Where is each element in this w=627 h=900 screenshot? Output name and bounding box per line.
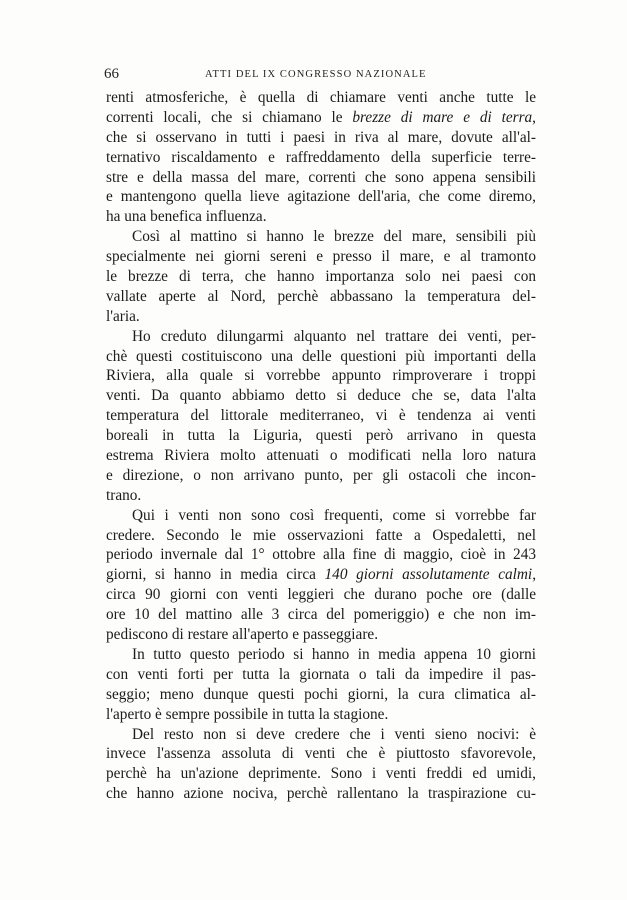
text-line xyxy=(106,227,536,247)
text-segment: temperatura del littorale mediterraneo, vi è tendenza ai venti xyxy=(106,407,536,425)
text-segment: vallate aperte al Nord, perchè abbassano la temperatura del- xyxy=(106,287,536,305)
page-number: 66 xyxy=(104,66,119,82)
page-header xyxy=(104,66,536,84)
text-line xyxy=(106,625,536,645)
text-line xyxy=(106,466,536,486)
text-segment: invece l'assenza assoluta di venti che è piuttosto sfavorevole, xyxy=(106,745,536,763)
text-segment: ha una benefica influenza. xyxy=(106,208,267,226)
text-segment: e mantengono quella lieve agitazione dell'aria, che come diremo, xyxy=(106,188,536,206)
text-line xyxy=(106,744,536,764)
text-segment: ore 10 del mattino alle 3 circa del pomeriggio) e che non im- xyxy=(106,606,536,624)
text-segment: estrema Riviera molto attenuati o modificati nella loro natura xyxy=(106,447,536,465)
text-segment: venti. Da quanto abbiamo detto si deduce che se, data l'alta xyxy=(106,387,536,405)
text-line xyxy=(106,108,536,128)
text-line xyxy=(106,685,536,705)
text-segment: Qui i venti non sono così frequenti, come si vorrebbe far xyxy=(132,506,536,524)
text-segment: Del resto non si deve credere che i venti sieno nocivi: è xyxy=(132,725,536,743)
text-segment: Ho creduto dilungarmi alquanto nel trattare dei venti, per- xyxy=(132,327,536,345)
text-line xyxy=(106,88,536,108)
text-line xyxy=(106,267,536,287)
text-line xyxy=(106,307,536,327)
italic-phrase: 140 giorni assolutamente calmi xyxy=(324,566,533,584)
text-line xyxy=(106,187,536,207)
text-line xyxy=(106,327,536,347)
text-segment: giorni, si hanno in media circa xyxy=(106,566,325,584)
text-line xyxy=(106,207,536,227)
text-segment: boreali in tutta la Liguria, questi però arrivano in questa xyxy=(106,427,536,445)
text-line xyxy=(106,705,536,725)
text-line xyxy=(106,545,536,565)
text-line xyxy=(106,287,536,307)
text-line xyxy=(106,366,536,386)
running-head: ATTI DEL IX CONGRESSO NAZIONALE xyxy=(205,69,427,80)
text-line xyxy=(106,148,536,168)
text-line xyxy=(106,347,536,367)
text-segment: seggio; meno dunque questi pochi giorni, la cura climatica al- xyxy=(106,685,536,703)
text-segment: stre e della massa del mare, correnti che sono appena sensibili xyxy=(106,168,536,186)
text-segment: credere. Secondo le mie osservazioni fatte a Ospedaletti, nel xyxy=(106,526,536,544)
text-line xyxy=(106,565,536,585)
text-segment: chè questi costituiscono una delle questioni più importanti della xyxy=(106,347,536,365)
text-line xyxy=(106,725,536,745)
text-segment: , xyxy=(532,108,536,126)
text-segment: specialmente nei giorni sereni e presso il mare, e al tramonto xyxy=(106,248,536,266)
text-line xyxy=(106,406,536,426)
text-line xyxy=(106,764,536,784)
text-line xyxy=(106,168,536,188)
text-segment: Riviera, alla quale si vorrebbe appunto rimproverare i troppi xyxy=(106,367,536,385)
text-segment: circa 90 giorni con venti leggieri che durano poche ore (dalle xyxy=(106,586,536,604)
text-line xyxy=(106,486,536,506)
text-line xyxy=(106,665,536,685)
text-line xyxy=(106,426,536,446)
text-segment: ternativo riscaldamento e raffreddamento della superficie terre- xyxy=(106,148,536,166)
text-segment: e direzione, o non arrivano punto, per gli ostacoli che incon- xyxy=(106,466,536,484)
text-segment: periodo invernale dal 1° ottobre alla fine di maggio, cioè in 243 xyxy=(106,546,536,564)
text-line xyxy=(106,506,536,526)
text-line xyxy=(106,585,536,605)
text-line xyxy=(106,386,536,406)
text-line xyxy=(106,446,536,466)
text-segment: pediscono di restare all'aperto e passeggiare. xyxy=(106,626,379,644)
text-line xyxy=(106,605,536,625)
italic-phrase: brezze di mare e di terra xyxy=(352,108,533,126)
text-segment: che si osservano in tutti i paesi in riva al mare, dovute all'al- xyxy=(106,128,536,146)
text-segment: trano. xyxy=(106,486,142,504)
text-segment: le brezze di terra, che hanno importanza solo nei paesi con xyxy=(106,268,536,286)
text-segment: che hanno azione nociva, perchè rallentano la traspirazione cu- xyxy=(106,785,536,803)
text-segment: correnti locali, che si chiamano le xyxy=(106,108,353,126)
text-segment: Così al mattino si hanno le brezze del mare, sensibili più xyxy=(132,228,536,246)
text-line xyxy=(106,526,536,546)
text-segment: perchè ha un'azione deprimente. Sono i venti freddi ed umidi, xyxy=(106,765,536,783)
text-segment: l'aperto è sempre possibile in tutta la stagione. xyxy=(106,705,389,723)
text-segment: renti atmosferiche, è quella di chiamare venti anche tutte le xyxy=(106,89,536,106)
text-segment: , xyxy=(532,566,537,584)
text-line xyxy=(106,645,536,665)
text-line xyxy=(106,247,536,267)
text-segment: In tutto questo periodo si hanno in media appena 10 giorni xyxy=(132,645,536,663)
text-segment: l'aria. xyxy=(106,307,140,325)
text-segment: con venti forti per tutta la giornata o tali da impedire il pas- xyxy=(106,665,536,683)
text-line xyxy=(106,128,536,148)
body-text xyxy=(106,88,536,804)
text-line xyxy=(106,784,536,804)
